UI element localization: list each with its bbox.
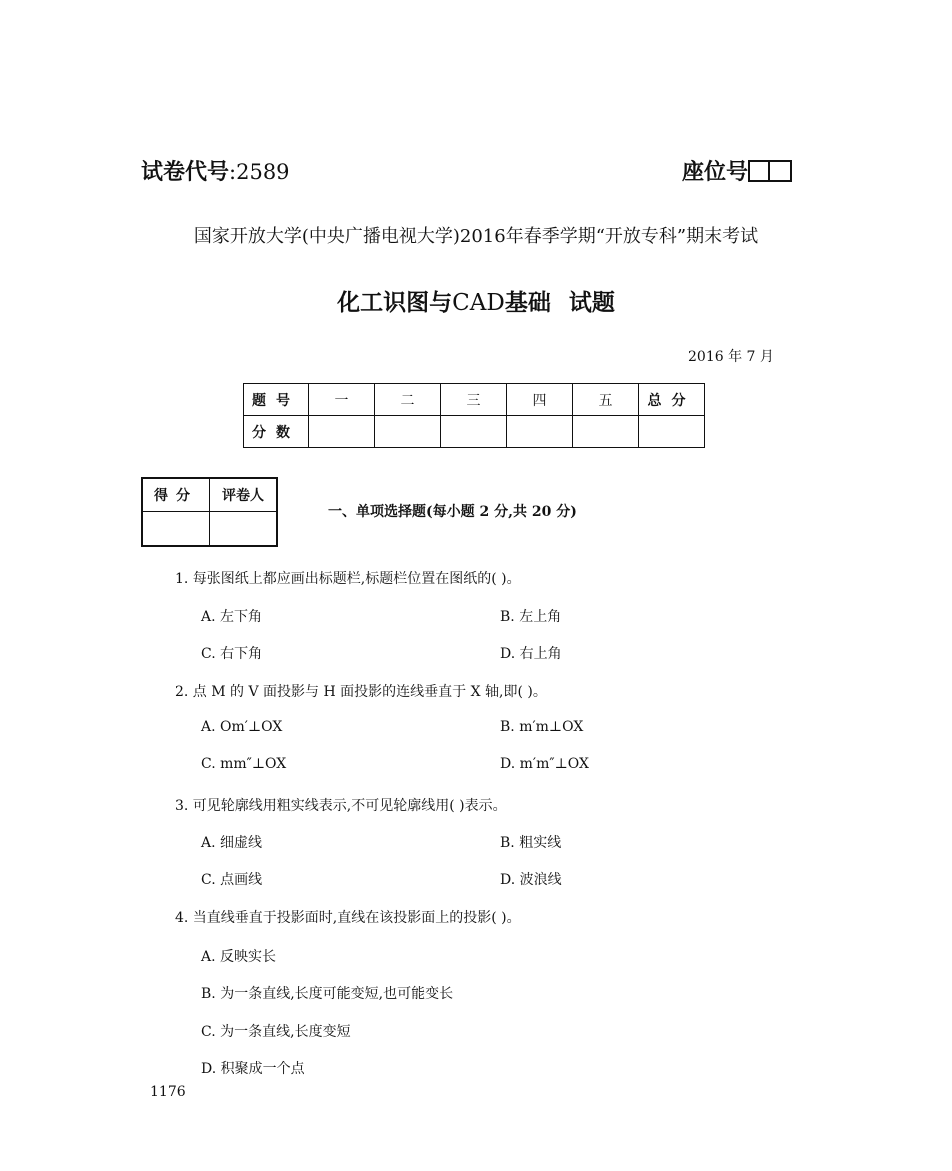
total-score-head: 总分 [639,384,705,416]
option-a: A. 反映实长 [201,949,277,965]
option-c: C. mm″⊥OX [201,756,287,772]
option-a: A. 细虚线 [201,835,263,851]
course-name-prefix: 化工识图与 [337,290,453,316]
section-title: 一、单项选择题(每小题 2 分,共 20 分) [328,504,577,520]
exam-date: 2016 年 7 月 [688,349,774,365]
exam-code-value: :2589 [229,160,290,184]
option-a: A. 左下角 [201,609,263,625]
grader-entry-cell[interactable] [210,512,278,547]
course-name-suffix: 基础 [504,290,551,316]
score-head: 得分 [142,478,210,512]
option-b: B. m′m⊥OX [500,719,584,735]
seat-box-1[interactable] [748,160,770,182]
grader-table-header-row [142,478,277,512]
option-b: B. 为一条直线,长度可能变短,也可能变长 [201,986,454,1002]
seat-number-label: 座位号 [682,160,749,185]
course-name-cad: CAD [452,290,505,316]
question-number-head: 题号 [244,384,309,416]
column-head: 二 [375,384,441,416]
score-cell[interactable] [507,416,573,448]
option-c: C. 右下角 [201,646,263,662]
option-b: B. 粗实线 [500,835,562,851]
exam-code [141,155,290,186]
score-table-score-row [244,416,705,448]
option-b: B. 左上角 [500,609,562,625]
column-head: 四 [507,384,573,416]
exam-subtitle: 国家开放大学(中央广播电视大学)2016年春季学期“开放专科”期末考试 [193,226,759,247]
option-c: C. 点画线 [201,872,263,888]
score-cell[interactable] [309,416,375,448]
option-d: D. 波浪线 [500,872,562,888]
score-table [243,383,705,448]
option-c: C. 为一条直线,长度变短 [201,1024,351,1040]
grader-head: 评卷人 [210,478,278,512]
option-a: A. Om′⊥OX [201,719,283,735]
question-stem: 4. 当直线垂直于投影面时,直线在该投影面上的投影( )。 [175,910,521,926]
score-cell[interactable] [441,416,507,448]
column-head: 五 [573,384,639,416]
score-cell[interactable] [639,416,705,448]
column-head: 一 [309,384,375,416]
page-title [0,284,952,317]
column-head: 三 [441,384,507,416]
option-d: D. m′m″⊥OX [500,756,589,772]
question-stem: 1. 每张图纸上都应画出标题栏,标题栏位置在图纸的( )。 [175,571,521,587]
question-stem: 2. 点 M 的 V 面投影与 H 面投影的连线垂直于 X 轴,即( )。 [175,684,547,700]
seat-box-2[interactable] [770,160,792,182]
exam-word: 试题 [568,290,615,316]
score-row-head: 分数 [244,416,309,448]
score-cell[interactable] [573,416,639,448]
grader-table-entry-row [142,512,277,547]
exam-code-label: 试卷代号 [141,160,230,185]
grader-table [141,477,278,547]
option-d: D. 右上角 [500,646,562,662]
option-d: D. 积聚成一个点 [201,1061,305,1077]
seat-number [682,155,792,186]
score-cell[interactable] [375,416,441,448]
score-entry-cell[interactable] [142,512,210,547]
question-stem: 3. 可见轮廓线用粗实线表示,不可见轮廓线用( )表示。 [175,798,507,814]
page-number: 1176 [150,1084,186,1100]
score-table-header-row [244,384,705,416]
